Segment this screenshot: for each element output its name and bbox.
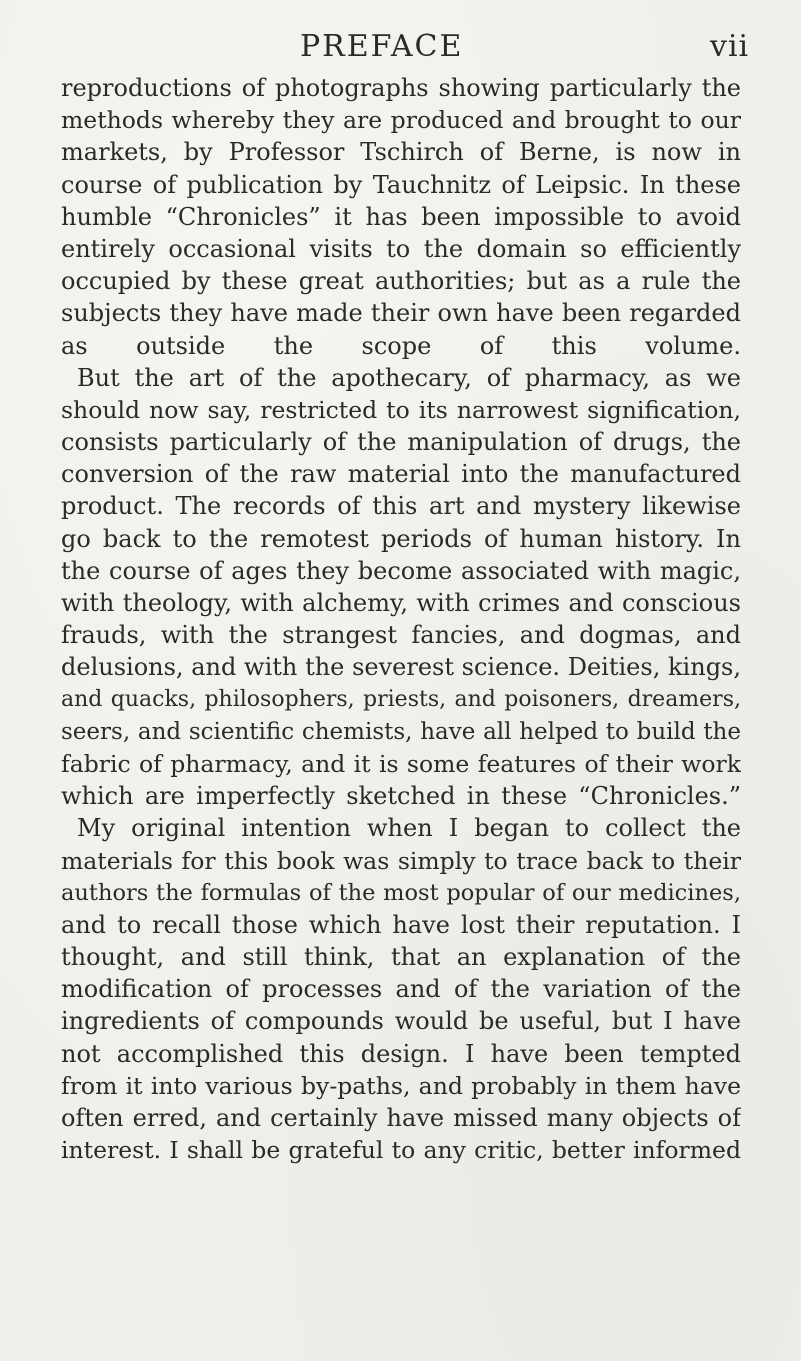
text-line: go back to the remotest periods of human history. In [61, 524, 741, 553]
text-line: interest. I shall be grateful to any critic, better informed [61, 1136, 741, 1165]
text-line: entirely occasional visits to the domain so efficiently [61, 234, 741, 263]
text-line: as outside the scope of this volume. [61, 331, 741, 360]
text-line: the course of ages they become associated with magic, [61, 556, 741, 585]
text-line: delusions, and with the severest science. Deities, kings, [61, 653, 741, 682]
text-line: thought, and still think, that an explanation of the [61, 943, 741, 972]
text-line: subjects they have made their own have been regarded [61, 299, 741, 328]
text-line: conversion of the raw material into the manufactured [61, 460, 741, 489]
text-line: My original intention when I began to collect the [77, 814, 741, 843]
text-line: frauds, with the strangest fancies, and dogmas, and [61, 621, 741, 650]
text-line: and quacks, philosophers, priests, and poisoners, dreamers, [61, 686, 741, 712]
text-line: reproductions of photographs showing particularly the [61, 74, 741, 102]
text-line: often erred, and certainly have missed many objects of [61, 1104, 741, 1132]
text-line: consists particularly of the manipulation of drugs, the [61, 428, 741, 457]
text-line: But the art of the apothecary, of pharmacy, as we [77, 363, 741, 392]
text-line: with theology, with alchemy, with crimes and conscious [61, 589, 741, 617]
text-line: humble “Chronicles” it has been impossible to avoid [61, 202, 741, 231]
text-line: markets, by Professor Tschirch of Berne, is now in [61, 138, 741, 167]
text-line: product. The records of this art and mystery likewise [61, 492, 741, 521]
text-line: ingredients of compounds would be useful, but I have [61, 1007, 741, 1036]
text-line: not accomplished this design. I have been tempted [61, 1039, 741, 1068]
text-line: should now say, restricted to its narrowest signification, [61, 395, 741, 424]
text-line: materials for this book was simply to trace back to their [61, 846, 741, 875]
text-line: fabric of pharmacy, and it is some features of their work [61, 749, 741, 778]
text-line: methods whereby they are produced and brought to our [61, 106, 741, 135]
header-title: PREFACE [300, 29, 464, 64]
text-line: which are imperfectly sketched in these “Chronicles.” [61, 782, 741, 811]
text-line: and to recall those which have lost their reputation. I [61, 910, 741, 939]
text-line: seers, and scientific chemists, have all helped to build the [61, 718, 741, 745]
body-text [61, 72, 741, 1166]
text-line: from it into various by-paths, and probably in them have [61, 1071, 741, 1100]
text-line: modification of processes and of the variation of the [61, 975, 741, 1004]
running-head [0, 22, 801, 72]
text-line: course of publication by Tauchnitz of Leipsic. In these [61, 170, 741, 199]
page-number: vii [710, 29, 750, 64]
text-line: occupied by these great authorities; but as a rule the [61, 267, 741, 296]
text-line: authors the formulas of the most popular of our medicines, [61, 879, 741, 906]
